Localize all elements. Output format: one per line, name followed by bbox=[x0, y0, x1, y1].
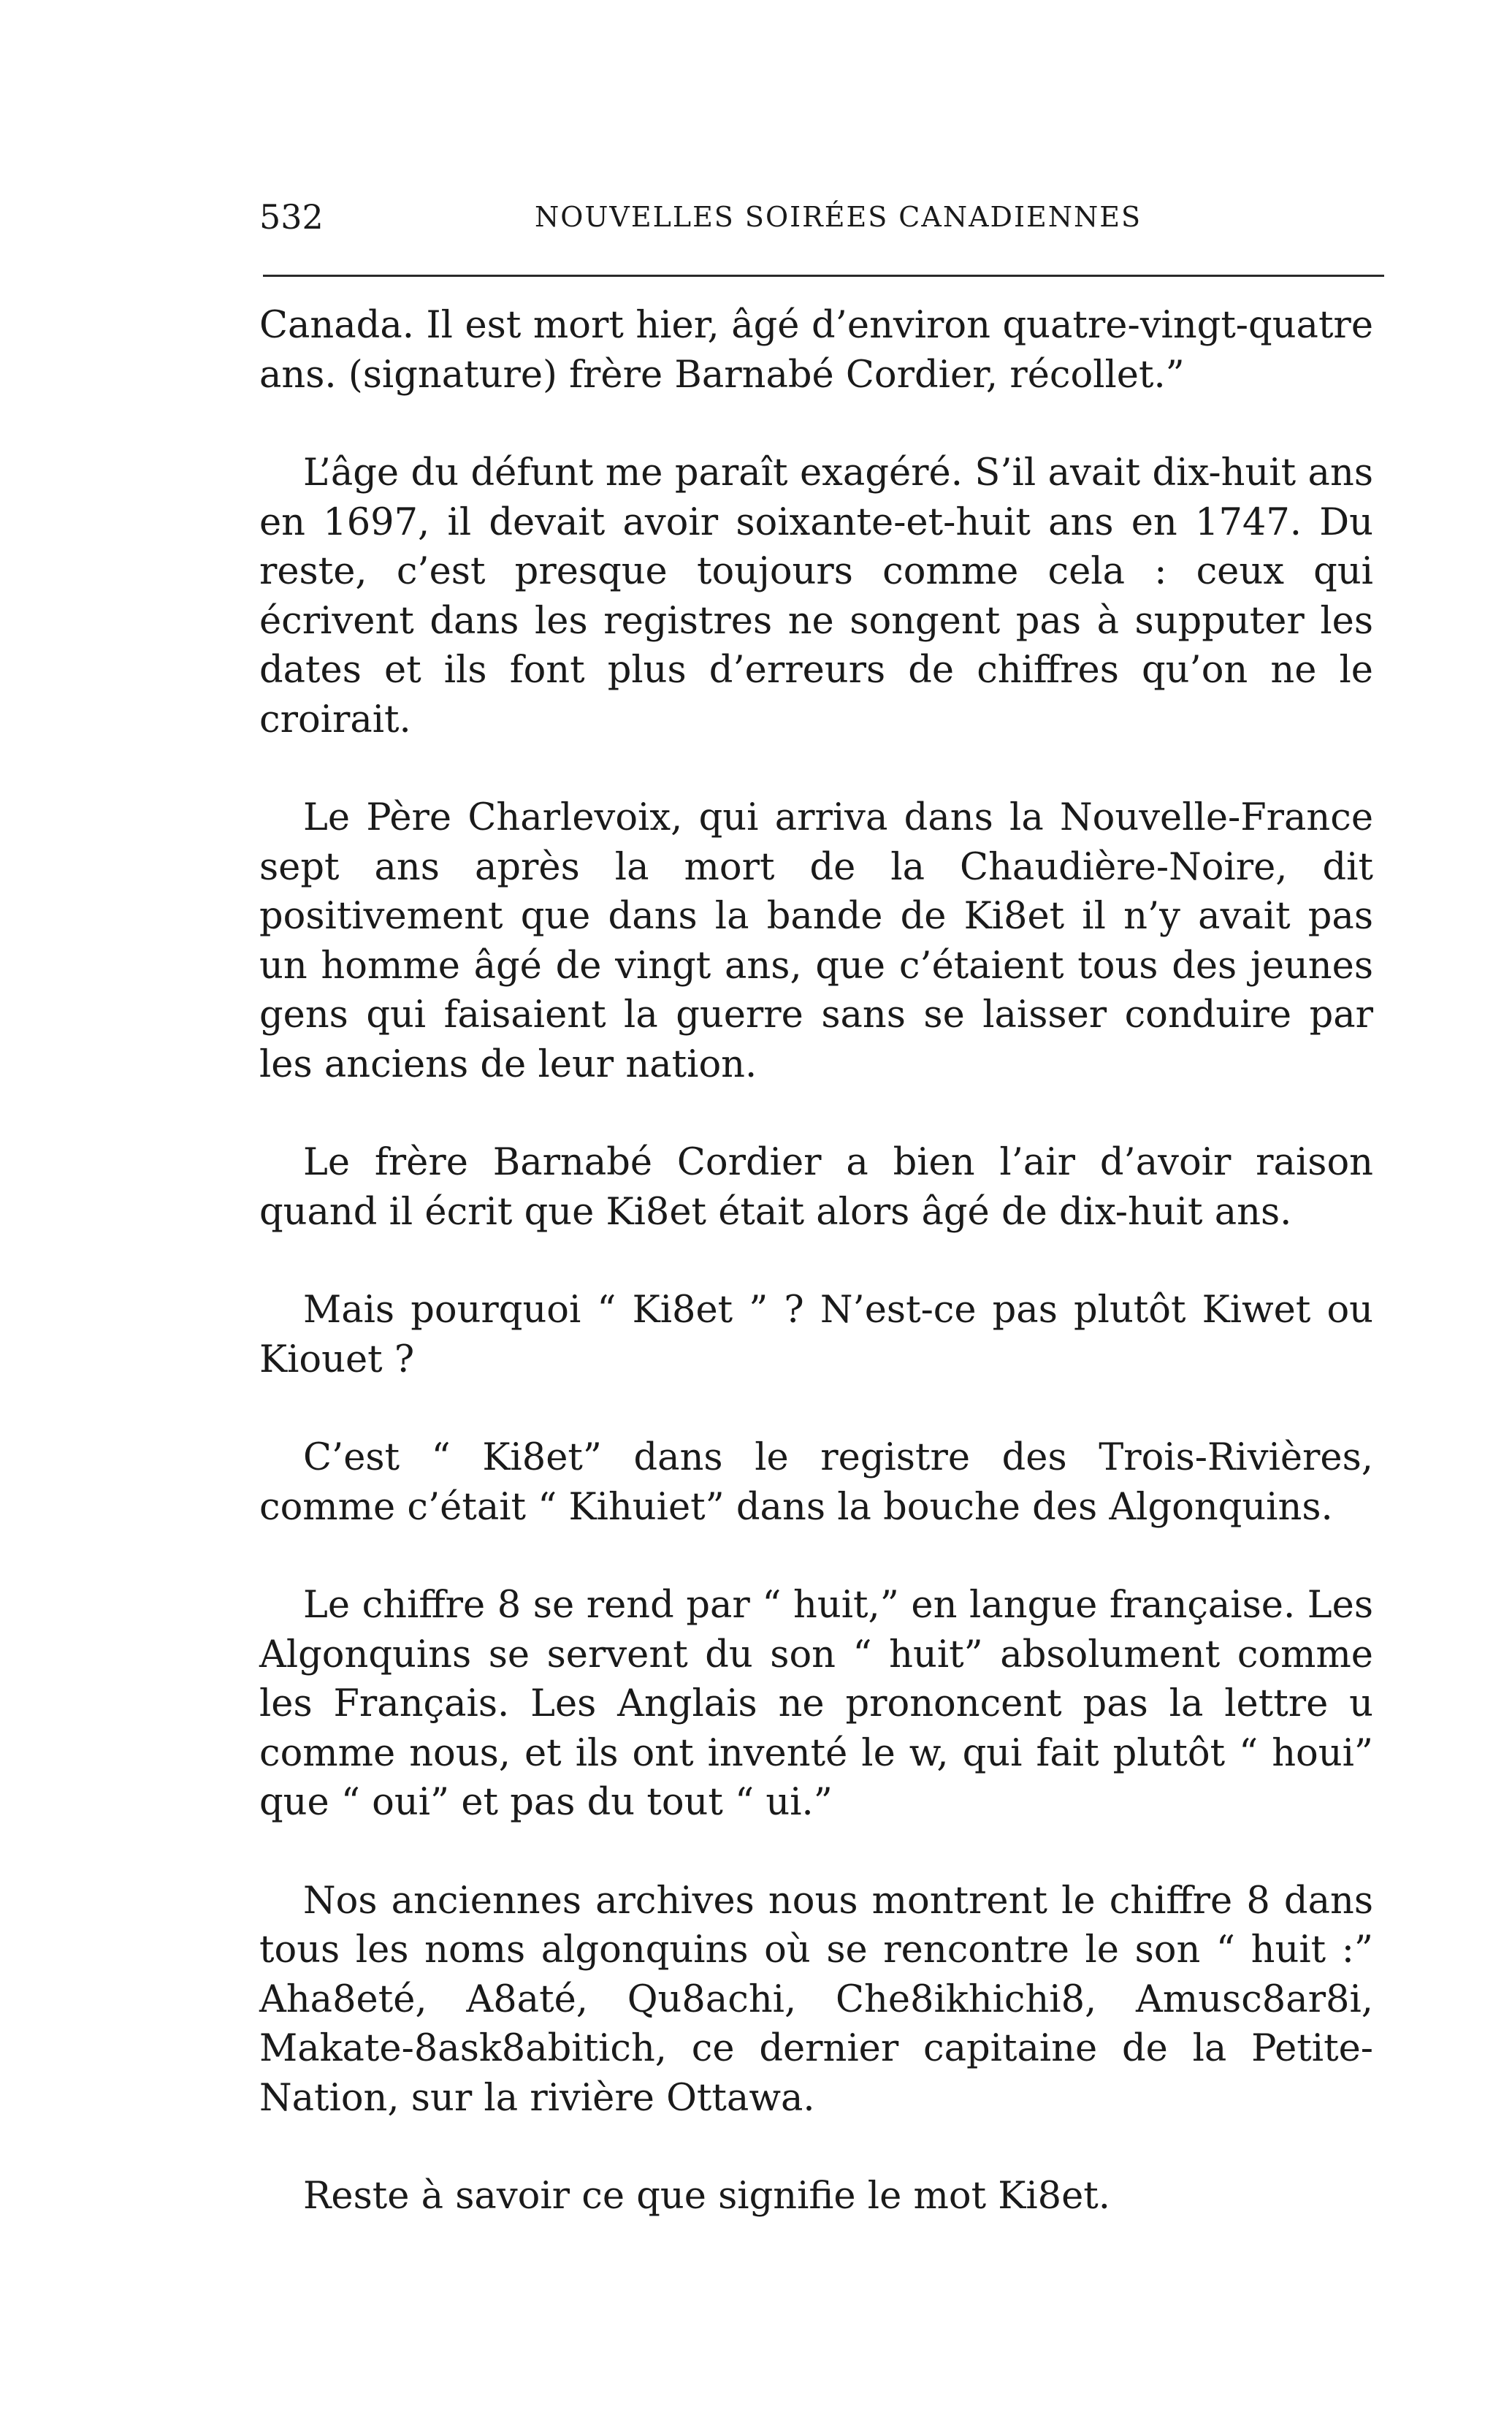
header-rule bbox=[263, 275, 1384, 277]
paragraph-1: Canada. Il est mort hier, âgé d’environ quatre-vingt-quatre ans. (signature) frère Barnabé Cordier, récollet.” bbox=[259, 304, 1373, 397]
paragraph-8: Nos anciennes archives nous montrent le chiffre 8 dans tous les noms algonquins où se rencontre le son “ huit :” Aha8eté, A8até, Qu8achi, Che8ikhichi8, Amusc8ar8i, Makate-8ask8abitich, ce dernier capitaine de la Petite-Nation, sur la rivière Ottawa. bbox=[259, 1879, 1373, 2120]
paragraph-7: Le chiffre 8 se rend par “ huit,” en langue française. Les Algonquins se servent du son “ huit” absolument comme les Français. Les Anglais ne prononcent pas la lettre u comme nous, et ils ont inventé le w, qui fait plutôt “ houi” que “ oui” et pas du tout “ ui.” bbox=[259, 1584, 1373, 1824]
paragraph-3: Le Père Charlevoix, qui arriva dans la Nouvelle-France sept ans après la mort de la Chaudière-Noire, dit positivement que dans la bande de Ki8et il n’y avait pas un homme âgé de vingt ans, que c’étaient tous des jeunes gens qui faisaient la guerre sans se laisser conduire par les anciens de leur nation. bbox=[259, 796, 1373, 1086]
running-title: NOUVELLES SOIRÉES CANADIENNES bbox=[534, 201, 1142, 233]
paragraph-2: L’âge du défunt me paraît exagéré. S’il avait dix-huit ans en 1697, il devait avoir soixante-et-huit ans en 1747. Du reste, c’est presque toujours comme cela : ceux qui écrivent dans les registres ne songent pas à supputer les dates et ils font plus d’erreurs de chiffres qu’on ne le croirait. bbox=[259, 451, 1373, 741]
page-header bbox=[259, 191, 1388, 243]
paragraph-4: Le frère Barnabé Cordier a bien l’air d’avoir raison quand il écrit que Ki8et était alors âgé de dix-huit ans. bbox=[259, 1141, 1373, 1234]
paragraph-5: Mais pourquoi “ Ki8et ” ? N’est-ce pas plutôt Kiwet ou Kiouet ? bbox=[259, 1289, 1373, 1381]
page-number: 532 bbox=[259, 197, 324, 237]
paragraph-9: Reste à savoir ce que signifie le mot Ki8et. bbox=[303, 2175, 1111, 2218]
paragraph-6: C’est “ Ki8et” dans le registre des Trois-Rivières, comme c’était “ Kihuiet” dans la bouche des Algonquins. bbox=[259, 1436, 1373, 1529]
body-text bbox=[259, 301, 1373, 2221]
